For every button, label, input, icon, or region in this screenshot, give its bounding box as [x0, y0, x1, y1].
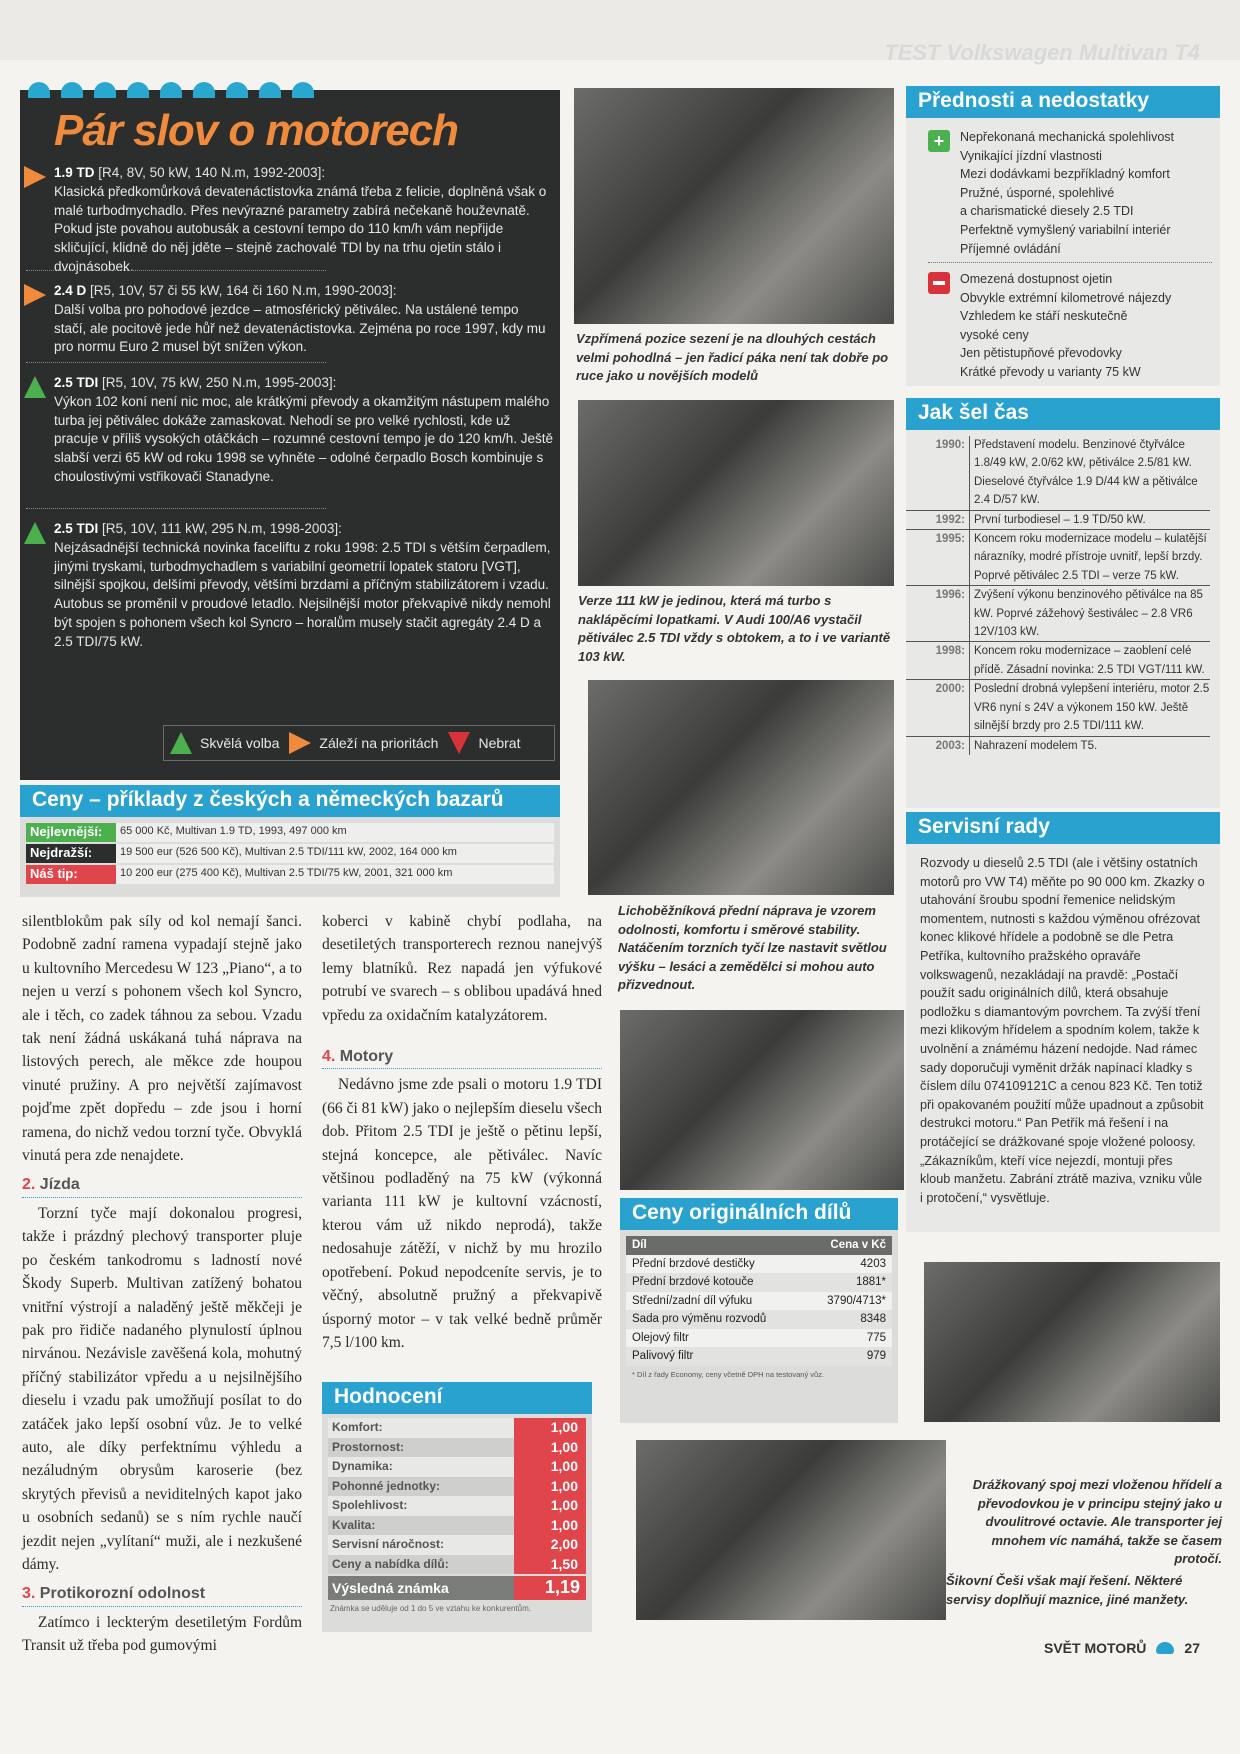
engine-name: 2.5 TDI [54, 375, 99, 390]
rating-row [328, 1535, 586, 1555]
service-title: Servisní rady [906, 812, 1220, 844]
timeline-title: Jak šel čas [906, 398, 1220, 430]
torsion-bar-photo [620, 1010, 904, 1190]
pro-item: a charismatické diesely 2.5 TDI [960, 204, 1134, 219]
orange-triangle-icon [289, 732, 311, 754]
rating-row [328, 1457, 586, 1477]
timeline-text: Představení modelu. Benzinové čtyřválce 1.8/49 kW, 2.0/62 kW, pětiválce 2.5/81 kW. Dieselové čtyřválce 1.9 D/44 kW a pětiválce 2.4 D/57 kW. [974, 439, 1198, 507]
pros-list [960, 128, 1174, 258]
rating-value: 1,50 [514, 1555, 586, 1575]
cons-list [960, 270, 1171, 382]
spline-joint-photo [636, 1440, 946, 1620]
header-price: Cena v Kč [830, 1239, 886, 1251]
timeline-text: Koncem roku modernizace modelu – kulatější nárazníky, modré přístroje uvnitř, lepší brzdy. Poprvé pětiválec 2.5 TDI – verze 75 kW. [974, 533, 1207, 582]
rating-final-row [328, 1576, 586, 1600]
timeline-year: 2000: [906, 680, 970, 735]
timeline-row [906, 737, 1210, 755]
engine-spec: [R5, 10V, 111 kW, 295 N.m, 1998-2003]: [102, 521, 342, 536]
paragraph: Torzní tyče mají dokonalou progresi, takže i prázdný plechový transporter pluje po českém tankodromu s ladností nové Škody Superb. Multivan zatížený bohatou vnitřní výstrojí a naladěný ještě měkčeji je pak pro řidiče nadaného plynulostí úplnou nirvánou. Nezávisle zavěšená kola, mohutný příčný stabilizátor vpředu a u nejsilnějšího dieselu i vzadu pak umožňují posílat to do zatáček jako lepší osobní vůz. Je to velké auto, ale díky perfektnímu výhledu a nezáludným obrysům karoserie (bez skrytých převisů a neviditelných kapot jako u osobních sedanů) se s ním rychle naučí jezdit nejen „vylítaní“ muži, ale i nezkušené dámy. [22, 1204, 302, 1573]
rating-label: Pohonné jednotky: [328, 1477, 514, 1497]
section-number: 3. [22, 1585, 36, 1603]
engine-item [54, 520, 554, 652]
section-title: Motory [339, 1048, 394, 1066]
bazaar-title: Ceny – příklady z českých a německých bazarů [20, 785, 560, 817]
seat-photo [574, 88, 894, 324]
rating-label: Spolehlivost: [328, 1496, 514, 1516]
engine-name: 1.9 TD [54, 165, 95, 180]
timeline-year: 1996: [906, 586, 970, 641]
part-price: 4203 [860, 1257, 886, 1270]
driveshaft-photo [924, 1262, 1220, 1422]
rating-row [328, 1516, 586, 1536]
pro-item: Perfektně vymyšlený variabilní interiér [960, 222, 1171, 237]
rating-label: Ceny a nabídka dílů: [328, 1555, 514, 1575]
engine-item [54, 282, 554, 357]
paragraph: silentblokům pak síly od kol nemají šanci. Podobně zadní ramena vypadají stejně jako u kultovního Mercedesu W 123 „Piano“, a to nejen u verzí s pohonem všech kol Syncro, ale i těch, co zadek táhnou za sebou. Vzadu tak není žádná uskákaná tuhá náprava na listových perech, ale měkce zde houpou vinuté pružiny. A pro největší zajímavost pojďme zpět dopředu – zde jsou i horní ramena, do nichž vedou torzní tyče. Obvyklá vinutá pera zde nenajdete. [22, 913, 302, 1165]
rating-row [328, 1496, 586, 1516]
spline-caption-2: Šikovní Češi však mají řešení. Některé servisy doplňují maznice, jiné manžety. [946, 1573, 1189, 1607]
minus-icon [928, 272, 950, 294]
part-price: 979 [866, 1350, 886, 1362]
service-tips-box [906, 812, 1220, 1232]
engine-item [54, 374, 554, 487]
rating-value: 1,00 [514, 1516, 586, 1536]
bazaar-label: Nejdražší: [26, 844, 116, 863]
timeline-row [906, 586, 1210, 642]
engine-text: Další volba pro pohodové jezdce – atmosférický pětiválec. Na ustálené tempo stačí, ale pocitově jede hůř než devatenáctistovka. Zejména po roce 1997, kdy mu pro normu Euro 2 musel být snížen výkon. [54, 301, 546, 355]
engines-box [20, 90, 560, 780]
timeline-row [906, 530, 1210, 586]
pros-cons-title: Přednosti a nedostatky [906, 86, 1220, 118]
con-item: Vzhledem ke stáří neskutečně [960, 309, 1128, 324]
part-price: 775 [866, 1331, 886, 1344]
bazaar-prices-box [20, 785, 560, 897]
magazine-name: SVĚT MOTORŮ [1044, 1640, 1147, 1656]
legend-good: Skvělá volba [200, 735, 280, 751]
engine-name: 2.4 D [54, 283, 87, 298]
timeline-row [906, 642, 1210, 680]
timeline-row [906, 680, 1210, 736]
pro-item: Příjemné ovládání [960, 241, 1061, 256]
parts-row [626, 1292, 892, 1311]
plus-icon: + [928, 130, 950, 152]
engine-text: Nejzásadnější technická novinka faceliftu z roku 1998: 2.5 TDI s větším čerpadlem, jinými tryskami, turbodmychadlem s variabilní geometrií lopatek statoru [VGT], silnější spojkou, delšími převody, většími brzdami a příčným stabilizátorem i vzadu. Autobus se proměnil v proudové letadlo. Nejsilnější motor překvapivě nikdy nemohl být spojen s pohonem všech kol Syncro – horalům musely stačit agregáty 2.4 D a 2.5 TDI/75 kW. [54, 539, 551, 649]
section-heading [322, 1045, 602, 1069]
orange-triangle-icon [24, 284, 46, 306]
header-part: Díl [632, 1239, 647, 1251]
parts-row [626, 1329, 892, 1348]
timeline-year: 1992: [906, 511, 970, 529]
rating-note: Známka se uděluje od 1 do 5 ve vztahu ke konkurentům. [330, 1604, 532, 1613]
pros-cons-box [906, 86, 1220, 386]
engine-text: Klasická předkomůrková devatenáctistovka známá třeba z felicie, doplněná však o malé turbodmychadlo. Přes nevýrazné parametry zabírá nečekaně houževnatě. Pokud jste povahou autobusák a cestovní tempo do 110 km/h vám nepřijde skličující, klidně do něj jděte – stejně zachovalé TDI by na trhu ojetin stálo i dvojnásobek. [54, 183, 547, 274]
parts-footnote: * Díl z řady Economy, ceny včetně DPH na testovaný vůz. [632, 1369, 825, 1379]
con-item: vysoké ceny [960, 327, 1029, 342]
bazaar-value: 65 000 Kč, Multivan 1.9 TD, 1993, 497 000 km [116, 823, 554, 842]
con-item: Obvykle extrémní kilometrové nájezdy [960, 290, 1172, 305]
page-number: 27 [1184, 1640, 1200, 1656]
divider [26, 270, 326, 271]
axle-caption: Lichoběžníková přední náprava je vzorem odolnosti, komfortu i směrové stability. Natáčením torzních tyčí lze nastavit světlou výšku – lesáci a zemědělci si mohou auto přizvednout. [618, 903, 887, 993]
rating-label: Dynamika: [328, 1457, 514, 1477]
turbo-caption: Verze 111 kW je jedinou, která má turbo s naklápěcími lopatkami. V Audi 100/A6 vystačil pětiválec 2.5 TDI vždy s obtokem, a to i ve variantě 103 kW. [578, 593, 891, 664]
pro-item: Pružné, úsporné, spolehlivé [960, 185, 1115, 200]
bazaar-value: 19 500 eur (526 500 Kč), Multivan 2.5 TDI/111 kW, 2002, 164 000 km [116, 844, 554, 863]
rating-value: 1,00 [514, 1418, 586, 1438]
divider [26, 508, 326, 509]
timeline-year: 1995: [906, 530, 970, 585]
rating-rows [322, 1418, 592, 1574]
paragraph: Zatímco i leckterým desetiletým Fordům Transit už třeba pod gumovými [22, 1613, 302, 1655]
orange-triangle-icon [24, 166, 46, 188]
bazaar-label: Náš tip: [26, 865, 116, 884]
axle-photo [588, 680, 894, 895]
final-value: 1,19 [514, 1576, 586, 1600]
green-triangle-icon [24, 376, 46, 398]
service-text: Rozvody u dieselů 2.5 TDI (ale i většiny ostatních motorů pro VW T4) měňte po 90 000 km. Zkazky o utahování šroubu spodní řemenice nelidským momentem, nutnosti s každou výměnou ofrézovat konec klikové hřídele a podobně se dle Petra Petříka, kultovního pražského opraváře volkswagenů, nezakládají na pravdě: „Postačí použít sadu originálních dílů, která obsahuje podložku s diamantovým povrchem. Ta zvýší tření mezi klikovým hřídelem a spodním kolem, takže k uvolnění a známému házení nedojde. Nad rámec sady doporučuji vyměnit držák napínací kladky s číslem dílu 074109121C a cenou 823 Kč. Ten totiž při opakovaném použití může upadnout a způsobit destrukci motoru.“ Pan Petřík má řešení i na protáčející se drážkované spoje vložené poloosy. „Zákazníkům, kteří více nejezdí, montuji přes kloub manžetu. Zabrání ztrátě maziva, vzniku vůle i protočení,“ vysvětluje. [920, 856, 1205, 1205]
part-name: Olejový filtr [632, 1331, 689, 1344]
red-triangle-icon [448, 732, 470, 754]
rating-row [328, 1438, 586, 1458]
green-triangle-icon [24, 522, 46, 544]
rating-value: 1,00 [514, 1457, 586, 1477]
rating-value: 1,00 [514, 1477, 586, 1497]
running-header: TEST Volkswagen Multivan T4 [884, 40, 1200, 65]
rating-row [328, 1477, 586, 1497]
bazaar-label: Nejlevnější: [26, 823, 116, 842]
engine-text: Výkon 102 koní není nic moc, ale krátkými převody a okamžitým nástupem malého turba jej pětiválec dokáže zamaskovat. Nehodí se pro velké rychlosti, kde už pracuje v příliš vysokých otáčkách – rozumné cestovní tempo je do 120 km/h. Ještě slabší verzi 65 kW od roku 1998 se vyhněte – odolné čerpadlo Bosch kombinuje s choulostivými vstřikovači Stanadyne. [54, 393, 553, 484]
final-label: Výsledná známka [328, 1576, 514, 1600]
rating-label: Kvalita: [328, 1516, 514, 1536]
timeline-row [906, 436, 1210, 511]
legend-bad: Nebrat [478, 735, 521, 751]
engine-name: 2.5 TDI [54, 521, 99, 536]
parts-title: Ceny originálních dílů [620, 1198, 898, 1230]
con-item: Jen pětistupňové převodovky [960, 346, 1122, 361]
rating-value: 2,00 [514, 1535, 586, 1555]
logo-dot-icon [1156, 1642, 1174, 1654]
pro-item: Nepřekonaná mechanická spolehlivost [960, 130, 1175, 144]
timeline-text: Koncem roku modernizace – zaoblení celé přídě. Zásadní novinka: 2.5 TDI VGT/111 kW. [974, 645, 1205, 676]
part-name: Sada pro výměnu rozvodů [632, 1313, 767, 1325]
engine-item [54, 164, 554, 277]
timeline-year: 1990: [906, 436, 970, 510]
divider [26, 362, 326, 363]
engines-title: Pár slov o motorech [54, 106, 459, 155]
parts-row [626, 1310, 892, 1329]
part-name: Přední brzdové kotouče [632, 1276, 754, 1288]
section-number: 2. [22, 1176, 36, 1194]
section-heading [22, 1173, 302, 1197]
con-item: Omezená dostupnost ojetin [960, 272, 1113, 286]
spline-caption: Drážkovaný spoj mezi vloženou hřídelí a převodovkou je v principu stejný jako u dvoulitrové octavie. Ale transporter jej mnohem víc namáhá, takže se časem protočí. [972, 1477, 1222, 1567]
paragraph: Nedávno jsme zde psali o motoru 1.9 TDI (66 či 81 kW) jako o nejlepším dieselu všech dob. Přitom 2.5 TDI je ještě o pětinu lepší, stejná koncepce, ale pětiválec. Navíc většinou podladěný na 75 kW (výkonná varianta 111 kW je kultovní vzácností, kterou vám už nikdo neprodá), takže nedosahuje zátěží, v nichž by mu hrozilo opotřebení. Pokud nepodceníte servis, je to věčný, absolutně pružný a překvapivě úsporný motor – v tak velké bedně průměr 7,5 l/100 km. [322, 1076, 602, 1351]
timeline-text: Nahrazení modelem T5. [974, 739, 1098, 752]
part-price: 8348 [860, 1313, 886, 1325]
pro-item: Vynikající jízdní vlastnosti [960, 148, 1102, 163]
decorative-dots [28, 82, 314, 98]
bazaar-row [26, 844, 554, 863]
paragraph: koberci v kabině chybí podlaha, na desetiletých transporterech reznou nanejvýš lemy blatníků. Rez napadá jen výfukové potrubí ve svarech – s oblibou upadává hned vpředu za oxidačním katalyzátorem. [322, 913, 602, 1024]
rating-box [322, 1382, 592, 1632]
timeline-text: Zvýšení výkonu benzinového pětiválce na 85 kW. Poprvé zážehový šestiválec – 2.8 VR6 12V/103 kW. [974, 589, 1203, 639]
timeline-text: První turbodiesel – 1.9 TD/50 kW. [974, 513, 1146, 526]
con-item: Krátké převody u varianty 75 kW [960, 364, 1141, 379]
parts-row [626, 1273, 892, 1292]
section-number: 4. [322, 1048, 336, 1066]
engine-spec: [R5, 10V, 57 či 55 kW, 164 či 160 N.m, 1990-2003]: [90, 283, 397, 298]
bazaar-value: 10 200 eur (275 400 Kč), Multivan 2.5 TDI/75 kW, 2001, 321 000 km [116, 865, 554, 884]
divider [928, 262, 1212, 263]
article-column-2 [322, 910, 602, 1354]
bazaar-row [26, 823, 554, 842]
rating-label: Prostornost: [328, 1438, 514, 1458]
part-price: 3790/4713* [827, 1294, 886, 1307]
pro-item: Mezi dodávkami bezpříkladný komfort [960, 167, 1170, 182]
section-title: Jízda [39, 1176, 80, 1194]
parts-header [626, 1236, 892, 1255]
rating-label: Servisní náročnost: [328, 1535, 514, 1555]
timeline-row [906, 511, 1210, 530]
timeline-box [906, 398, 1220, 808]
rating-value: 1,00 [514, 1438, 586, 1458]
rating-value: 1,00 [514, 1496, 586, 1516]
section-title: Protikorozní odolnost [39, 1585, 206, 1603]
timeline-year: 2003: [906, 737, 970, 755]
rating-row [328, 1555, 586, 1575]
page-footer [1044, 1640, 1200, 1656]
green-triangle-icon [170, 732, 192, 754]
rating-row [328, 1418, 586, 1438]
part-name: Střední/zadní díl výfuku [632, 1294, 753, 1307]
engines-legend [163, 725, 555, 761]
parts-row [626, 1347, 892, 1366]
part-price: 1881* [855, 1276, 886, 1288]
parts-prices-box [620, 1198, 898, 1423]
timeline-year: 1998: [906, 642, 970, 679]
seat-caption: Vzpřímená pozice sezení je na dlouhých cestách velmi pohodlná – jen řadicí páka není tak dobře po ruce jako u novějších modelů [576, 331, 889, 384]
legend-depends: Záleží na prioritách [319, 735, 439, 751]
article-column-1 [22, 910, 302, 1658]
bazaar-row [26, 865, 554, 884]
rating-title: Hodnocení [322, 1382, 592, 1414]
engine-spec: [R4, 8V, 50 kW, 140 N.m, 1992-2003]: [98, 165, 326, 180]
parts-row [626, 1255, 892, 1274]
turbo-photo [578, 400, 894, 586]
part-name: Přední brzdové destičky [632, 1257, 755, 1270]
rating-label: Komfort: [328, 1418, 514, 1438]
engine-spec: [R5, 10V, 75 kW, 250 N.m, 1995-2003]: [102, 375, 337, 390]
timeline-text: Poslední drobná vylepšení interiéru, motor 2.5 VR6 nyní s 24V a výkonem 150 kW. Ještě silnější brzdy pro 2.5 TDI/111 kW. [974, 683, 1210, 733]
section-heading [22, 1582, 302, 1606]
part-name: Palivový filtr [632, 1350, 694, 1362]
